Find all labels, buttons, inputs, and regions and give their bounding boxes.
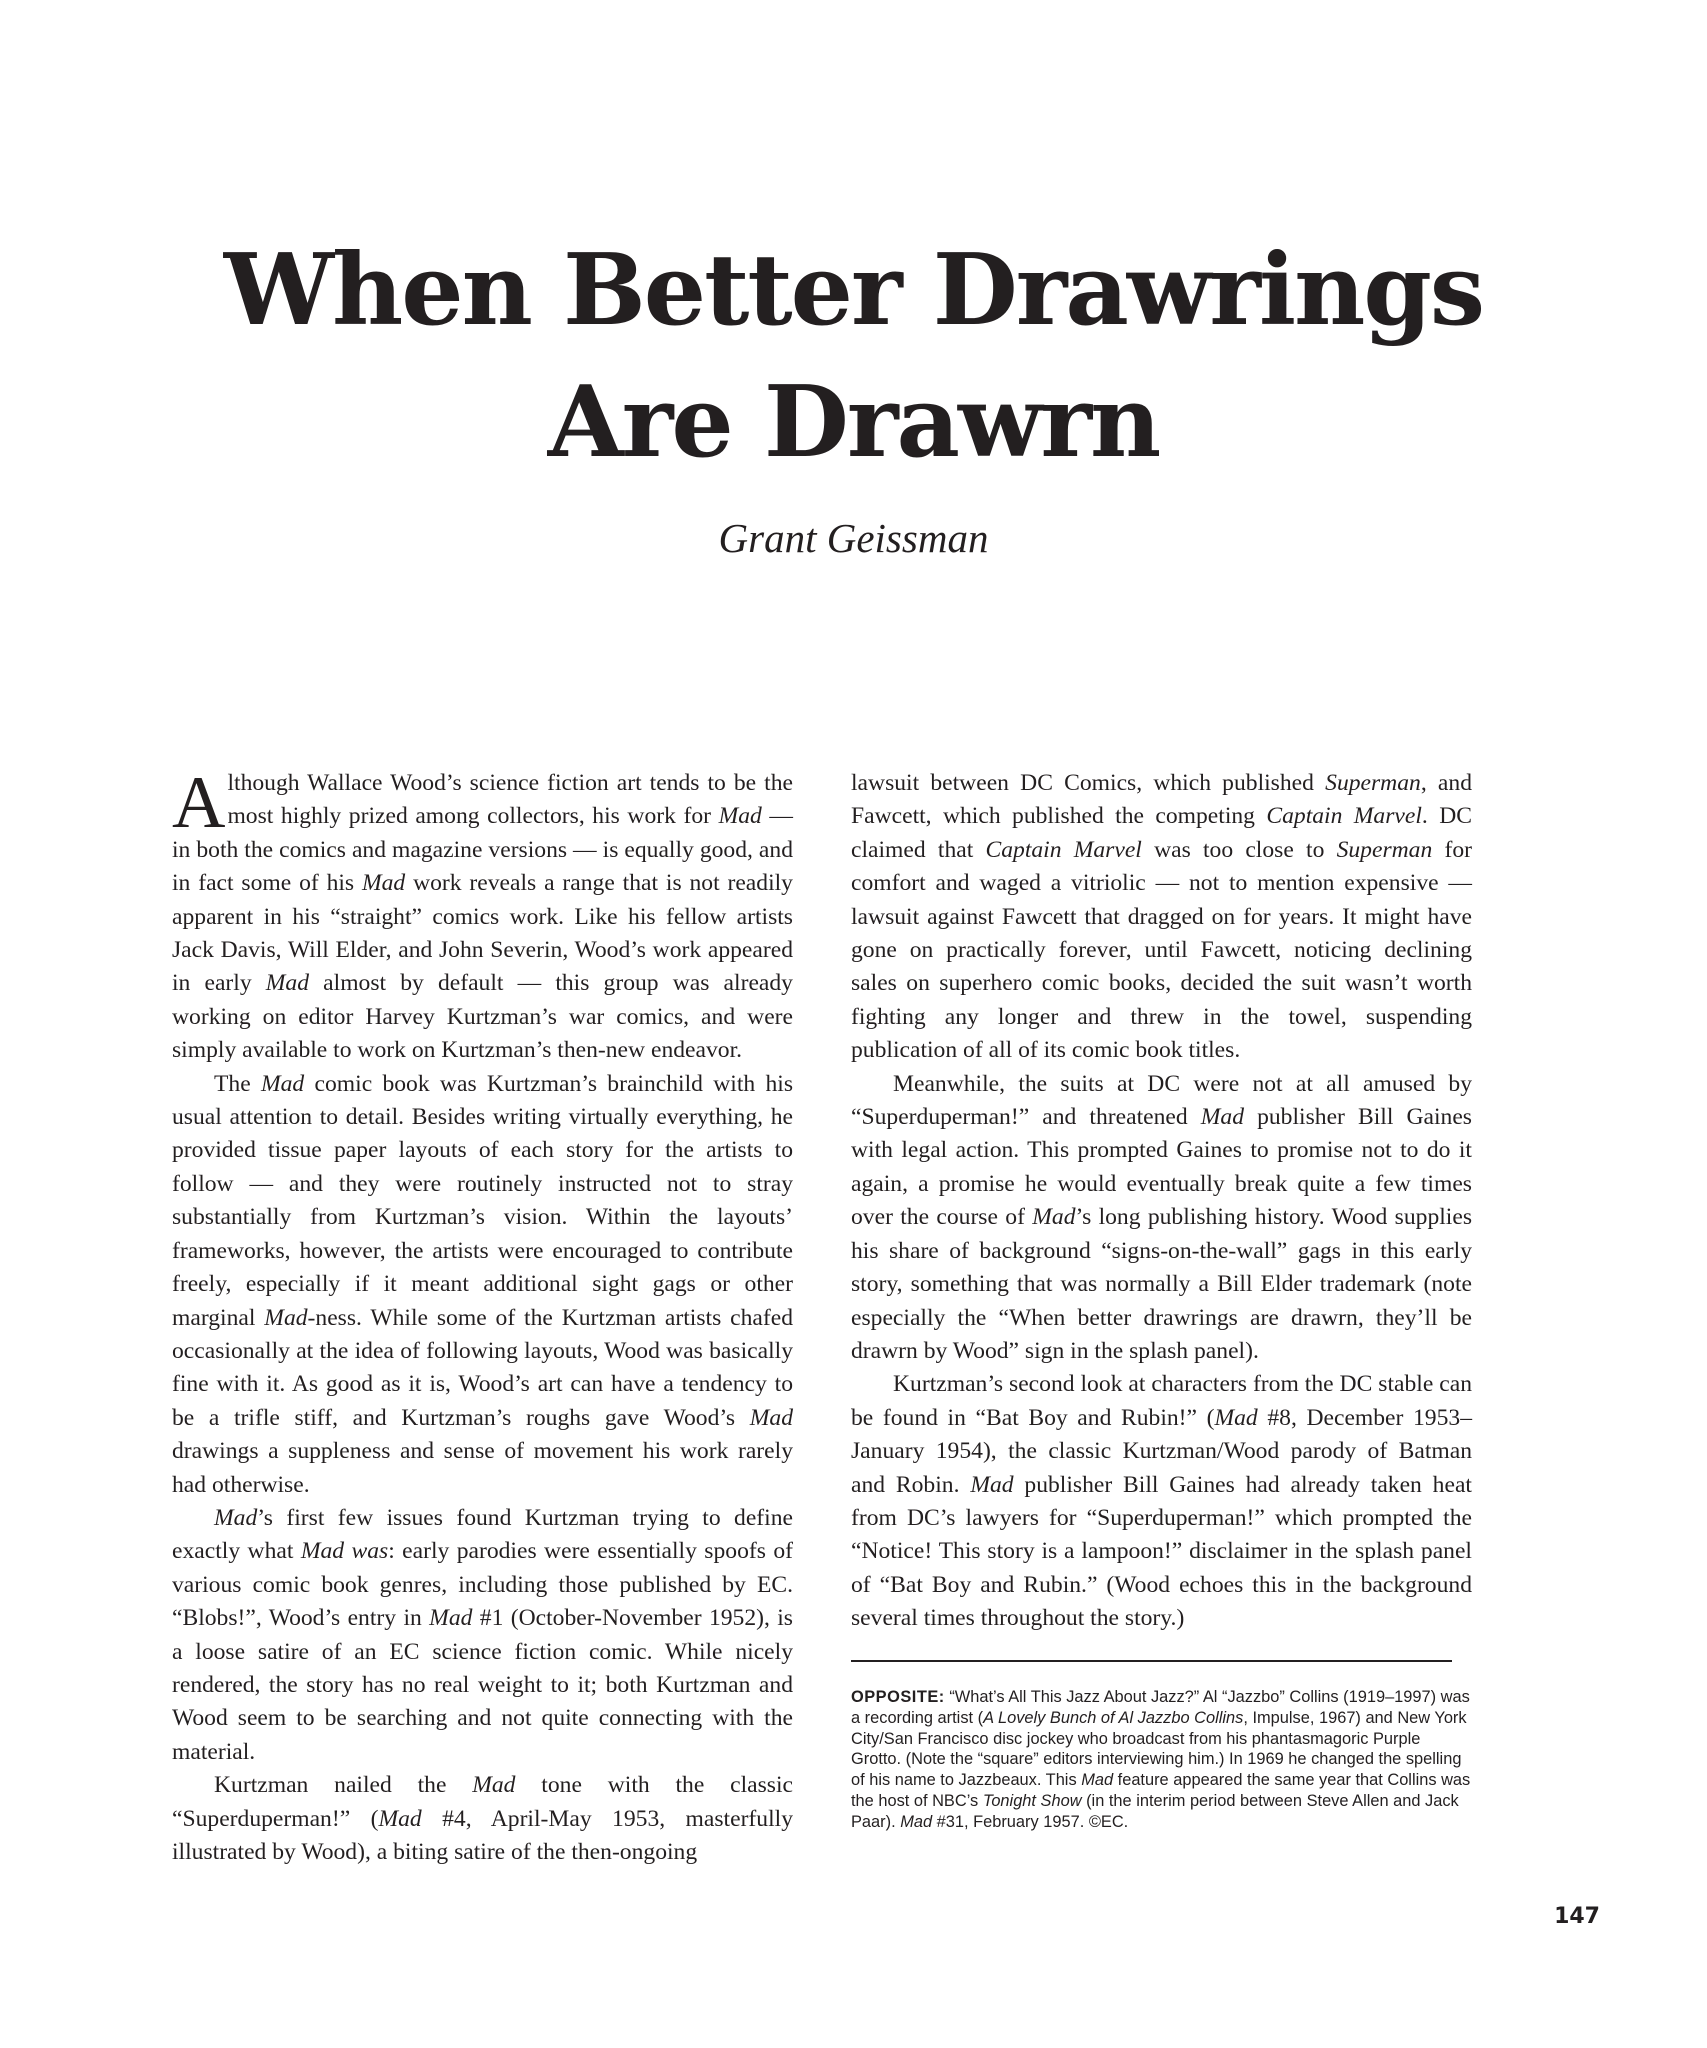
text-run: , Impulse, 1967) and New York City/San Francisco disc jockey who broadcast from his phantasmagoric Purple Grotto. (Note the “square” editors interviewing him.) In 1969 he changed the spelling of his name to Jazzbeaux. This xyxy=(851,1708,1467,1790)
text-run: feature appeared the same year that Collins was the host of NBC’s xyxy=(851,1771,1471,1810)
italic-title: Captain Marvel xyxy=(1266,803,1422,830)
italic-title: Mad xyxy=(378,1805,422,1832)
italic-title: Mad xyxy=(429,1605,473,1632)
text-run: was too close to xyxy=(1141,836,1337,863)
text-run: : early parodies were essentially spoofs of various comic book genres, including those published by EC. “Blobs!”, Wood’s entry in xyxy=(172,1538,793,1632)
italic-title: Mad xyxy=(1032,1204,1076,1231)
text-run: , and Fawcett, which published the competing xyxy=(851,770,1472,830)
italic-title: Mad xyxy=(1081,1771,1114,1790)
italic-title: Mad xyxy=(260,1070,305,1097)
text-run: publisher Bill Gaines had already taken heat from DC’s lawyers for “Superduperman!” which prompted the “Notice! This story is a lampoon!” disclaimer in the splash panel of “Bat Boy and Rubin.” (Wood echoes this in the background several times throughout the story.) xyxy=(851,1471,1472,1632)
page-number: 147 xyxy=(1554,1904,1600,1929)
image-caption xyxy=(851,1687,1471,1833)
caption-divider xyxy=(851,1660,1452,1662)
text-run: ’s first few issues found Kurtzman trying to define exactly what xyxy=(172,1504,793,1565)
italic-title: Mad xyxy=(970,1471,1014,1498)
paragraph xyxy=(172,1068,793,1502)
paragraph xyxy=(172,1769,793,1869)
italic-title: Mad xyxy=(472,1772,516,1799)
italic-title: Mad xyxy=(265,970,310,997)
italic-title: Mad xyxy=(214,1504,258,1531)
text-run: “What’s All This Jazz About Jazz?” Al “Jazzbo” Collins (1919–1997) was a recording artist ( xyxy=(851,1688,1470,1727)
text-run: lawsuit between DC Comics, which published xyxy=(851,770,1326,796)
right-text-column xyxy=(851,767,1472,1636)
text-run: Meanwhile, the suits at DC were not at all amused by “Superduperman!” and threatened xyxy=(851,1070,1472,1131)
paragraph xyxy=(851,1068,1472,1369)
italic-title: Captain Marvel xyxy=(985,836,1142,863)
italic-title: Mad xyxy=(1214,1404,1258,1431)
text-run: publisher Bill Gaines with legal action. This prompted Gaines to promise not to do it again, a promise he would eventually break quite a few times over the course of xyxy=(851,1104,1472,1231)
text-run: ’s long publishing history. Wood supplies his share of background “signs-on-the-wall” gags in this early story, something that was normally a Bill Elder trademark (note especially the “When better drawrings are drawrn, they’ll be drawrn by Wood” sign in the splash panel). xyxy=(851,1204,1473,1364)
caption-label: OPPOSITE: xyxy=(851,1688,945,1706)
text-run: #1 (October-November 1952), is a loose satire of an EC science fiction comic. While nicely rendered, the story has no real weight to it; both Kurtzman and Wood seem to be searching and not quite connecting with the material. xyxy=(172,1605,793,1765)
text-run: for comfort and waged a vitriolic — not to mention expensive — lawsuit against Fawcett that dragged on for years. It might have gone on practically forever, until Fawcett, noticing declining sales on superhero comic books, decided the suit wasn’t worth fighting any longer and threw in the towel, suspending publication of all of its comic book titles. xyxy=(851,836,1472,1064)
paragraph xyxy=(172,1502,793,1769)
italic-title: Superman xyxy=(1336,836,1433,863)
text-run: . DC claimed that xyxy=(851,803,1472,863)
italic-title: Superman xyxy=(1325,770,1421,796)
text-run: tone with the classic “Superduperman!” ( xyxy=(172,1772,793,1832)
text-run: comic book was Kurtzman’s brainchild with his usual attention to detail. Besides writing virtually everything, he provided tissue paper layouts of each story for the artists to follow — and they were routinely instructed not to stray substantially from Kurtzman’s vision. Within the layouts’ frameworks, however, the artists were encouraged to contribute freely, especially if it meant additional sight gags or other marginal xyxy=(172,1070,793,1331)
text-run: The xyxy=(214,1070,261,1097)
text-run: -ness. While some of the Kurtzman artists chafed occasionally at the idea of following layouts, Wood was basically fine with it. As good as it is, Wood’s art can have a tendency to be a trifle stiff, and Kurtzman’s roughs gave Wood’s xyxy=(172,1304,793,1431)
paragraph xyxy=(851,767,1472,1068)
italic-title: Mad xyxy=(718,803,762,830)
text-run: Kurtzman nailed the xyxy=(214,1772,473,1799)
italic-title: Tonight Show xyxy=(982,1791,1082,1810)
text-run: #31, February 1957. ©EC. xyxy=(932,1812,1129,1831)
italic-title: Mad xyxy=(1200,1104,1244,1131)
text-run: lthough Wallace Wood’s science fiction art tends to be the most highly prized among collectors, his work for xyxy=(227,770,793,830)
title-line-2: Are Drawrn xyxy=(547,365,1160,480)
page-title xyxy=(0,225,1707,489)
text-run: #8, December 1953–January 1954), the classic Kurtzman/Wood parody of Batman and Robin. xyxy=(851,1404,1472,1498)
left-text-column xyxy=(172,762,793,1869)
paragraph xyxy=(851,1368,1472,1635)
text-run: almost by default — this group was already working on editor Harvey Kurtzman’s war comics, and were simply available to work on Kurtzman’s then-new endeavor. xyxy=(172,970,793,1064)
title-line-1: When Better Drawrings xyxy=(223,233,1484,348)
text-run: Kurtzman’s second look at characters from the DC stable can be found in “Bat Boy and Rubin!” ( xyxy=(851,1371,1472,1431)
text-run: (in the interim period between Steve Allen and Jack Paar). xyxy=(851,1791,1459,1831)
italic-title: Mad xyxy=(361,870,406,897)
paragraph xyxy=(172,762,793,1068)
italic-title: A Lovely Bunch of Al Jazzbo Collins xyxy=(983,1708,1244,1727)
author-byline: Grant Geissman xyxy=(718,515,989,561)
italic-title: Mad xyxy=(749,1404,793,1431)
drop-cap: A xyxy=(172,762,226,844)
text-run: drawings a suppleness and sense of movement his work rarely had otherwise. xyxy=(172,1438,793,1498)
text-run: work reveals a range that is not readily apparent in his “straight” comics work. Like his fellow artists Jack Davis, Will Elder, and John Severin, Wood’s work appeared in early xyxy=(172,870,793,997)
italic-title: Mad was xyxy=(300,1538,389,1565)
italic-title: Mad xyxy=(264,1304,308,1331)
text-run: — in both the comics and magazine versions — is equally good, and in fact some of his xyxy=(172,803,793,897)
text-run: #4, April-May 1953, masterfully illustrated by Wood), a biting satire of the then-ongoing xyxy=(172,1805,793,1865)
italic-title: Mad xyxy=(900,1812,933,1831)
